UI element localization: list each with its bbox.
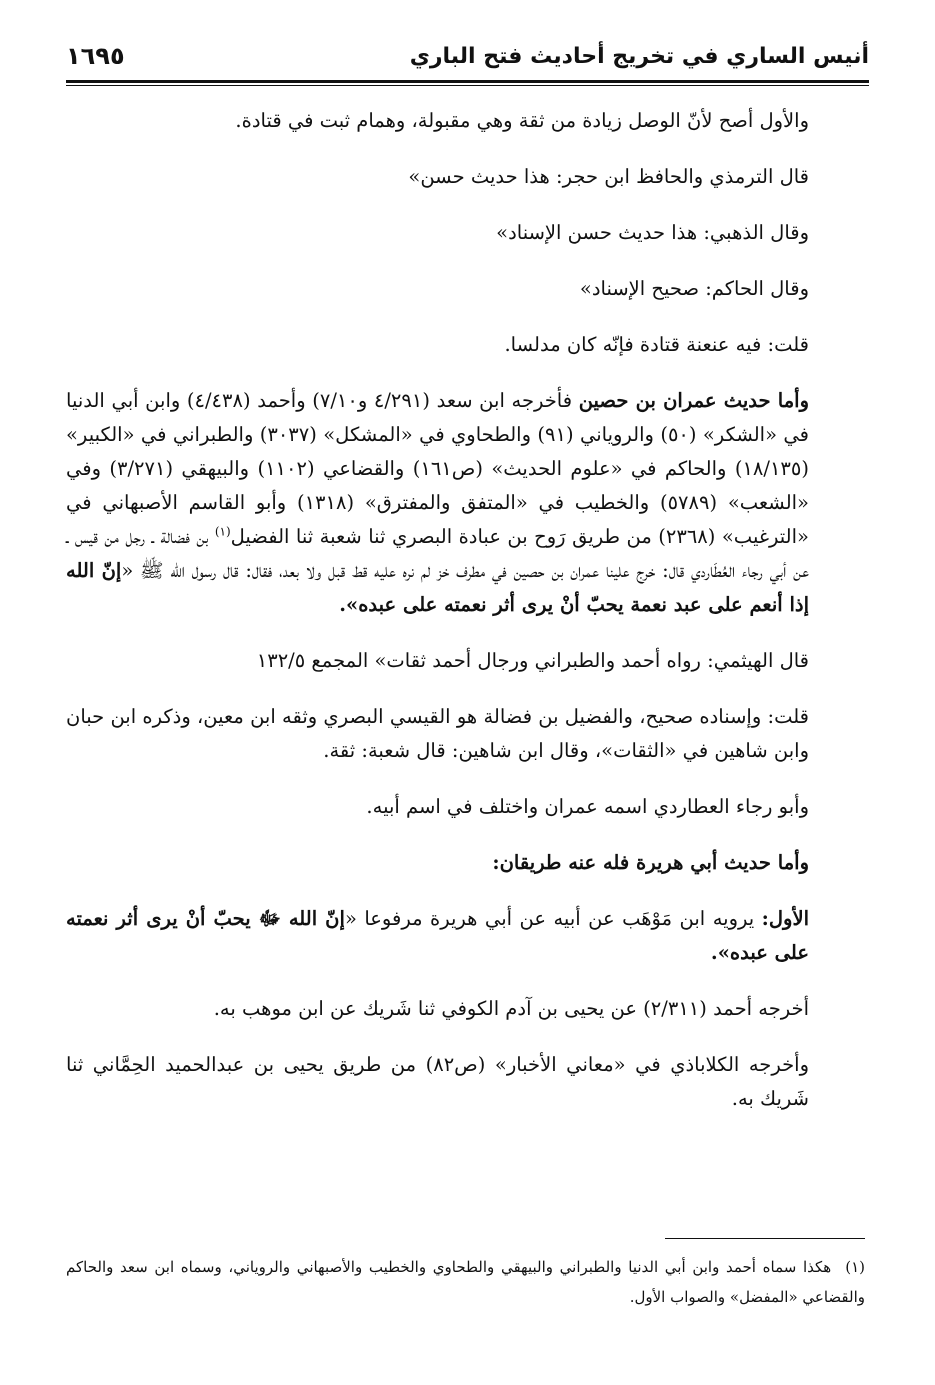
paragraph: قلت: فيه عنعنة قتادة فإنّه كان مدلسا. bbox=[504, 333, 809, 356]
hadith-quote: إنّ الله ﷻ يحبّ أنْ يرى أثر نعمته على عبده bbox=[66, 907, 809, 964]
page-number: ١٦٩٥ bbox=[66, 42, 125, 70]
paragraph: قال الهيثمي: رواه أحمد والطبراني ورجال أحمد ثقات» المجمع ١٣٢/٥ bbox=[256, 649, 809, 672]
paragraph: وأبو رجاء العطاردي اسمه عمران واختلف في اسم أبيه. bbox=[366, 795, 809, 818]
paragraph: وقال الذهبي: هذا حديث حسن الإسناد» bbox=[496, 221, 809, 244]
footnote-number: (١) bbox=[845, 1258, 865, 1276]
paragraph: قال الترمذي والحافظ ابن حجر: هذا حديث حسن» bbox=[408, 165, 809, 188]
paragraph-text: يرويه ابن مَوْهَب عن أبيه عن أبي هريرة مرفوعا « bbox=[344, 907, 762, 930]
running-title: أنيس الساري في تخريج أحاديث فتح الباري bbox=[409, 44, 869, 69]
section-heading: وأما حديث عمران بن حصين bbox=[578, 389, 809, 412]
paragraph-first-path bbox=[66, 902, 865, 970]
quote-close: ». bbox=[710, 941, 730, 964]
paragraph-text: فأخرجه ابن سعد (٤/٢٩١ و٧/١٠) وأحمد (٤/٤٣٨) وابن أبي الدنيا في «الشكر» (٥٠) والروياني (٩١) والطحاوي في «المشكل» (٣٠٣٧) والطبراني في «الكبير» (١٨/١٣٥) والحاكم في «علوم الحديث» (ص١٦١) والقضاعي (١١٠٢) والبيهقي (٣/٢٧١) وفي «الشعب» (٥٧٨٩) والخطيب في «المتفق والمفترق» (١٣١٨) وأبو القاسم الأصبهاني في «الترغيب» (٢٣٦٨) من طريق رَوح بن عبادة البصري ثنا شعبة ثنا الفضيل bbox=[66, 389, 809, 548]
header-rule bbox=[66, 80, 869, 83]
quote-close: ». bbox=[339, 593, 359, 616]
paragraph-imran-hadith bbox=[66, 384, 865, 622]
paragraph: أخرجه أحمد (٢/٣١١) عن يحيى بن آدم الكوفي ثنا شَريك عن ابن موهب به. bbox=[213, 997, 809, 1020]
footnote-text: هكذا سماه أحمد وابن أبي الدنيا والطبراني والبيهقي والطحاوي والخطيب والأصبهاني والروياني، وسماه ابن سعد والحاكم والقضاعي «المفضل» والصواب الأول. bbox=[66, 1258, 865, 1306]
footnote-marker[interactable]: (١) bbox=[214, 524, 231, 539]
paragraph: قلت: وإسناده صحيح، والفضيل بن فضالة هو القيسي البصري وثقه ابن معين، وذكره ابن حبان وابن شاهين في «الثقات»، وقال ابن شاهين: قال شعبة: ثقة. bbox=[66, 705, 809, 762]
paragraph: وقال الحاكم: صحيح الإسناد» bbox=[579, 277, 809, 300]
paragraph: والأول أصح لأنّ الوصل زيادة من ثقة وهي مقبولة، وهمام ثبت في قتادة. bbox=[235, 109, 809, 132]
item-label: الأول: bbox=[761, 907, 809, 930]
paragraph: وأخرجه الكلاباذي في «معاني الأخبار» (ص٨٢) من طريق يحيى بن عبدالحميد الحِمَّاني ثنا شَريك به. bbox=[66, 1053, 810, 1110]
running-header bbox=[66, 36, 869, 82]
footnote-rule bbox=[665, 1238, 865, 1239]
header-rule-thin bbox=[66, 85, 869, 86]
footnote bbox=[66, 1252, 865, 1312]
body-text bbox=[66, 104, 865, 1138]
section-heading: وأما حديث أبي هريرة فله عنه طريقان: bbox=[492, 851, 809, 874]
hadith-quote: إنّ الله إذا أنعم على عبد نعمة يحبّ أنْ يرى أثر نعمته على عبده bbox=[66, 559, 809, 616]
paragraph-text: بن فضالة ـ رجل من قيس ـ عن أبي رجاء العُطَاردي قال: خرج علينا عمران بن حصين في مطرف خز لم نره عليه قط قبل ولا بعد، فقال: قال رسول الله ﷺ « bbox=[66, 525, 809, 582]
